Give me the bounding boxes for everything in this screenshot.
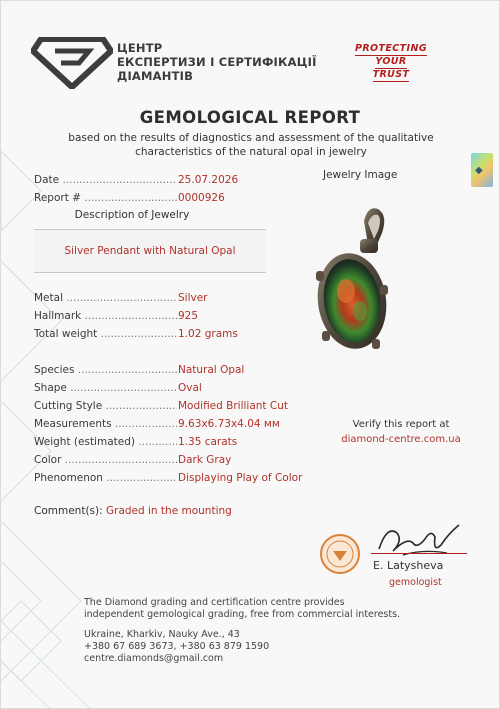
footer-line-1: The Diamond grading and certification centre provides	[84, 597, 345, 608]
total-weight-value: 1.02 grams	[178, 328, 238, 340]
slogan-line-3: TRUST	[372, 69, 410, 80]
species-value: Natural Opal	[178, 364, 245, 376]
shape-row	[34, 381, 202, 395]
measurements-label: Measurements .....	[34, 417, 177, 431]
species-row	[34, 363, 245, 377]
hallmark-value: 925	[178, 310, 199, 322]
subtitle-line-2: characteristics of the natural opal in jewelry	[135, 146, 367, 158]
report-number-label: Report # .....	[34, 191, 177, 205]
total-weight-label: Total weight .....	[34, 327, 177, 341]
diamond-logo-icon	[31, 37, 113, 89]
description-box	[34, 229, 266, 273]
organization-name	[117, 41, 317, 83]
metal-value: Silver	[178, 292, 208, 304]
color-row	[34, 453, 232, 467]
report-subtitle	[31, 131, 471, 159]
report-number-value: 0000926	[178, 192, 225, 204]
hallmark-row	[34, 309, 199, 323]
footer-address: Ukraine, Kharkiv, Nauky Ave., 43	[84, 629, 240, 640]
verify-link[interactable]: diamond-centre.com.ua	[341, 434, 461, 445]
report-number-row	[34, 191, 225, 205]
measurements-value: 9.63x6.73x4.04 мм	[178, 418, 280, 430]
subtitle-line-1: based on the results of diagnostics and assessment of the qualitative	[68, 132, 434, 144]
phenomenon-label: Phenomenon .....	[34, 471, 177, 485]
weight-estimated-row	[34, 435, 238, 449]
comments-label: Comment(s):	[34, 505, 103, 517]
hologram-logo-icon: ◆	[475, 165, 483, 176]
color-value: Dark Gray	[178, 454, 232, 466]
signer-name: E. Latysheva	[373, 559, 444, 572]
verify-text: Verify this report at	[352, 419, 450, 430]
weight-estimated-value: 1.35 carats	[178, 436, 238, 448]
footer-email[interactable]: centre.diamonds@gmail.com	[84, 653, 224, 664]
date-value: 25.07.2026	[178, 174, 239, 186]
org-line-1: ЦЕНТР	[117, 41, 163, 55]
slogan	[346, 43, 436, 82]
jewelry-image-label: Jewelry Image	[323, 169, 398, 181]
description-heading: Description of Jewelry	[74, 209, 190, 221]
comments-value: Graded in the mounting	[106, 505, 232, 517]
footer-line-2: independent gemological grading, free from commercial interests.	[84, 609, 401, 620]
shape-value: Oval	[178, 382, 202, 394]
phenomenon-row	[34, 471, 303, 485]
phenomenon-value: Displaying Play of Color	[178, 472, 303, 484]
slogan-line-2: YOUR	[375, 56, 407, 67]
footer	[84, 597, 400, 665]
description-text: Silver Pendant with Natural Opal	[64, 245, 236, 257]
report-title: GEMOLOGICAL REPORT	[139, 108, 361, 127]
color-label: Color .....	[34, 453, 177, 467]
org-line-3: ДІАМАНТІВ	[117, 69, 194, 83]
org-line-2: ЕКСПЕРТИЗИ І СЕРТИФІКАЦІЇ	[117, 55, 317, 69]
signer-role: gemologist	[389, 577, 442, 588]
cutting-style-value: Modified Brilliant Cut	[178, 400, 288, 412]
signature-line	[371, 553, 467, 554]
shape-label: Shape .....	[34, 381, 177, 395]
slogan-line-1: PROTECTING	[354, 43, 428, 54]
metal-label: Metal .....	[34, 291, 177, 305]
comments-row	[34, 505, 232, 517]
measurements-row	[34, 417, 280, 431]
total-weight-row	[34, 327, 238, 341]
weight-estimated-label: Weight (estimated) .....	[34, 435, 177, 449]
signature-image	[373, 519, 465, 563]
metal-row	[34, 291, 208, 305]
seal-stamp-icon	[319, 533, 361, 575]
date-row	[34, 173, 239, 187]
cutting-style-row	[34, 399, 288, 413]
footer-phones: +380 67 689 3673, +380 63 879 1590	[84, 641, 270, 652]
verify-block	[331, 417, 471, 447]
cutting-style-label: Cutting Style .....	[34, 399, 177, 413]
hallmark-label: Hallmark .....	[34, 309, 177, 323]
date-label: Date .....	[34, 173, 177, 187]
pendant-photo	[302, 199, 390, 365]
species-label: Species .....	[34, 363, 177, 377]
